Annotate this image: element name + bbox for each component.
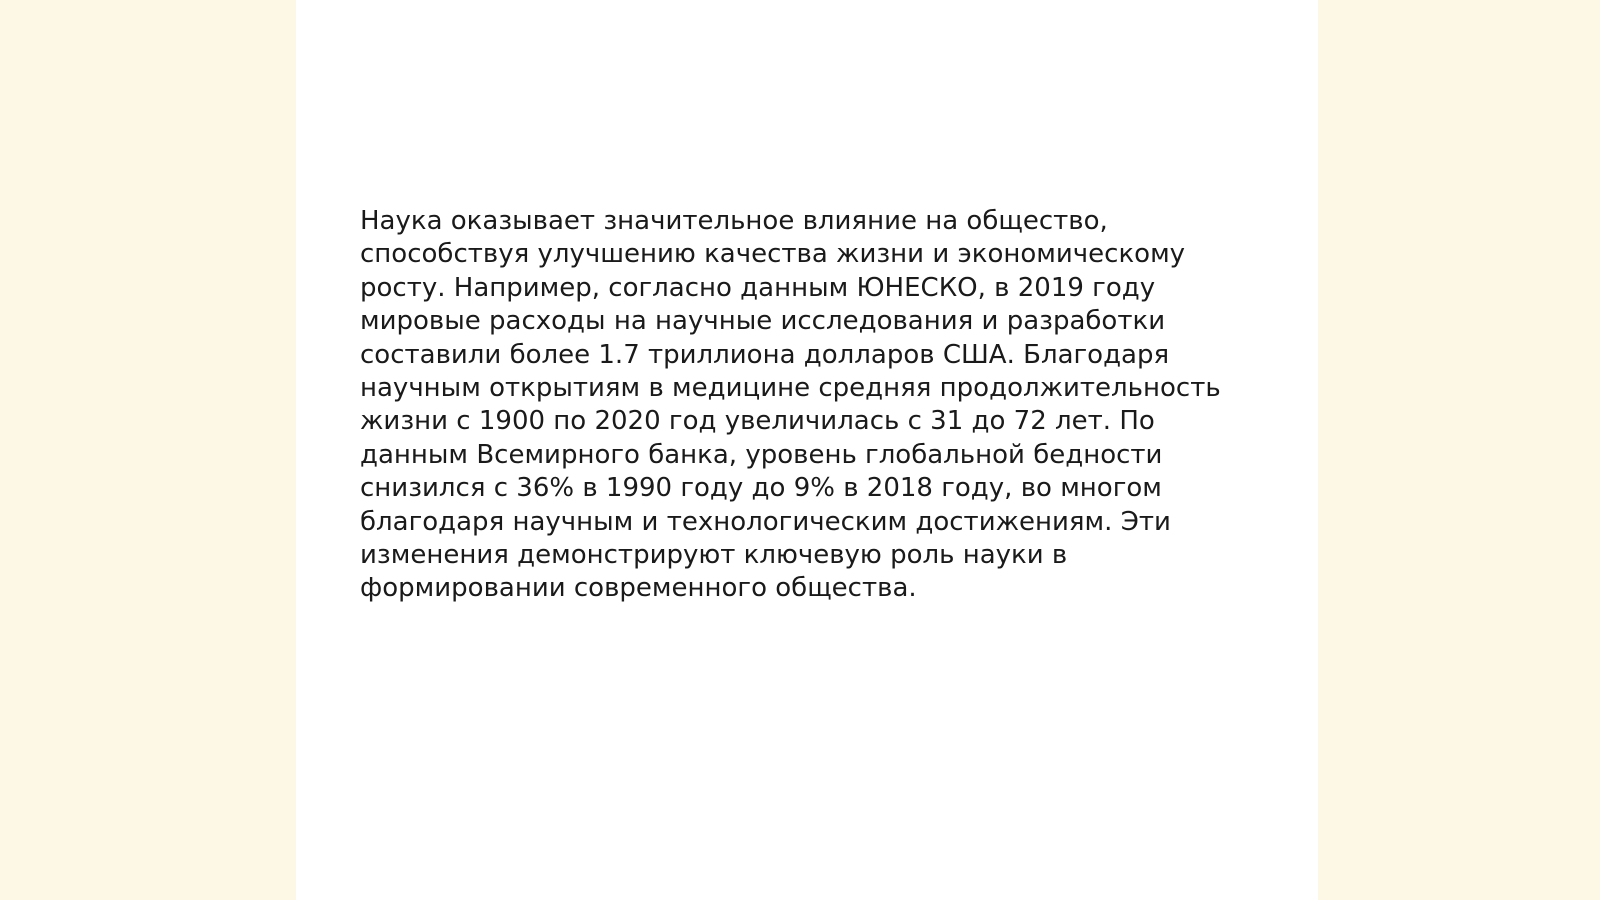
document-page <box>296 0 1318 900</box>
paragraph-line: изменения демонстрируют ключевую роль науки в <box>360 540 1068 571</box>
paragraph-line: мировые расходы на научные исследования и разработки <box>360 306 1166 337</box>
paragraph-line: данным Всемирного банка, уровень глобальной бедности <box>360 439 1163 470</box>
body-paragraph <box>360 205 1260 606</box>
paragraph-line: благодаря научным и технологическим достижениям. Эти <box>360 506 1171 537</box>
paragraph-line: жизни с 1900 по 2020 год увеличилась с 31 до 72 лет. По <box>360 406 1155 437</box>
paragraph-line: формировании современного общества. <box>360 573 917 604</box>
paragraph-line: научным открытиям в медицине средняя продолжительность <box>360 373 1221 404</box>
paragraph-line: снизился с 36% в 1990 году до 9% в 2018 году, во многом <box>360 473 1162 504</box>
paragraph-line: Наука оказывает значительное влияние на общество, <box>360 206 1108 236</box>
paragraph-line: составили более 1.7 триллиона долларов США. Благодаря <box>360 339 1170 370</box>
paragraph-line: росту. Например, согласно данным ЮНЕСКО, в 2019 году <box>360 272 1156 303</box>
paragraph-line: способствуя улучшению качества жизни и экономическому <box>360 239 1186 270</box>
